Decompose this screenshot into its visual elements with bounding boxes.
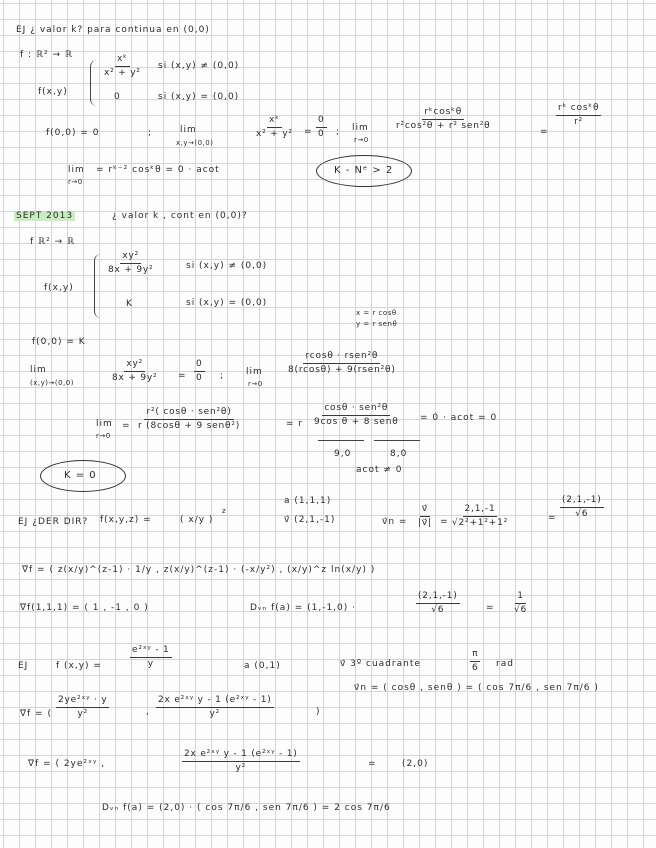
ex4-grad-fraction2 bbox=[156, 696, 274, 719]
ex4-grad-fraction1 bbox=[56, 696, 109, 719]
ex4-g3-den: y² bbox=[235, 763, 247, 773]
ex1-frac1-den: x² + y² bbox=[256, 129, 293, 139]
ex2-equals3: = bbox=[122, 421, 131, 431]
ex1-frac3-den: r² bbox=[574, 117, 584, 127]
ex2-brace bbox=[94, 254, 101, 318]
ex1-case1-den: x² + y² bbox=[104, 68, 141, 78]
ex2-lim-sub: (x,y)→(0,0) bbox=[30, 379, 74, 387]
ex3-gradient-at: ∇f(1,1,1) = ( 1 , -1 , 0 ) bbox=[20, 603, 149, 613]
ex4-f-num: e²ˣʸ - 1 bbox=[130, 646, 172, 658]
ex3-vector: v⃗ (2,1,-1) bbox=[284, 515, 336, 525]
ex4-g1-den: y² bbox=[77, 709, 88, 719]
ex3-vn-frac2-den: √2²+1²+1² bbox=[452, 518, 509, 528]
ex2-frac2-den: 8(rcosθ) + 9(rsen²θ) bbox=[288, 365, 396, 375]
ex1-fraction3 bbox=[556, 104, 601, 127]
ex3-vn-fraction2 bbox=[450, 505, 510, 528]
ex1-case1-num: xᵏ bbox=[115, 55, 130, 67]
ex3-vn-frac3-num: (2,1,-1) bbox=[560, 496, 604, 508]
ex3-dv-frac2-num: 1 bbox=[515, 592, 526, 604]
ex1-frac2-num: rᵏcosᵏθ bbox=[422, 108, 464, 120]
ex3-dv-frac1-den: √6 bbox=[431, 605, 445, 615]
ex2-fraction3 bbox=[136, 408, 242, 431]
ex1-case2-val: 0 bbox=[114, 92, 121, 102]
ex2-lim2: lim bbox=[246, 367, 263, 377]
ex3-label: EJ ¿DER DIR? bbox=[18, 517, 89, 527]
ex4-grad-fraction3 bbox=[182, 750, 300, 773]
ex2-fraction4 bbox=[312, 404, 401, 427]
ex2-case1-cond: si (x,y) ≠ (0,0) bbox=[186, 261, 268, 271]
ex2-frac1-den: 8x + 9y² bbox=[112, 373, 158, 383]
ex1-equals2: = bbox=[540, 127, 549, 137]
ex4-directional: Dᵥₙ f(a) = (2,0) · ( cos 7π/6 , sen 7π/6 ) = 2 cos 7π/6 bbox=[102, 803, 391, 813]
ex3-dv-fraction1 bbox=[416, 592, 460, 615]
ex1-lim2: lim bbox=[352, 123, 369, 133]
ex3-gradient: ∇f = ( z(x/y)^(z-1) · 1/y , z(x/y)^(z-1) · (-x/y²) , (x/y)^z ln(x/y) ) bbox=[22, 565, 376, 575]
ex2-title: ¿ valor k , cont en (0,0)? bbox=[112, 211, 248, 221]
ex2-frac4-num: cosθ · sen²θ bbox=[322, 404, 390, 416]
ex4-f-den: y bbox=[147, 659, 154, 669]
ex2-frac3-den: r (8cosθ + 9 senθ²) bbox=[138, 421, 241, 431]
ex3-vn-frac1-den: |v⃗| bbox=[418, 518, 432, 528]
ex3-function: f(x,y,z) = bbox=[100, 515, 152, 525]
ex4-grad2-value: (2,0) bbox=[402, 759, 429, 769]
ex1-title: EJ ¿ valor k? para continua en (0,0) bbox=[16, 25, 210, 35]
ex1-frac2-den: r²cos²θ + r² sen²θ bbox=[396, 121, 491, 131]
ex1-lim3: lim bbox=[68, 165, 85, 175]
ex4-gradient2-label: ∇f = ( 2ye²ˣʸ , bbox=[28, 759, 106, 769]
ex1-zero-num: 0 bbox=[316, 116, 327, 128]
ex2-lim3-sub: r→0 bbox=[96, 432, 111, 440]
ex4-close-paren: ) bbox=[316, 707, 321, 717]
ex4-g2-num: 2x e²ˣʸ y - 1 (e²ˣʸ - 1) bbox=[156, 696, 274, 708]
ex2-lim2-sub: r→0 bbox=[248, 380, 263, 388]
ex2-under3: acot ≠ 0 bbox=[356, 465, 403, 475]
ex2-underbrace-1 bbox=[318, 440, 364, 441]
ex1-fraction2 bbox=[394, 108, 492, 131]
ex4-gradient-label: ∇f = ( bbox=[20, 709, 52, 719]
ex4-g1-num: 2ye²ˣʸ · y bbox=[56, 696, 109, 708]
ex1-domain: f : ℝ² → ℝ bbox=[20, 50, 74, 60]
ex1-case1-cond: si (x,y) ≠ (0,0) bbox=[158, 61, 240, 71]
ex1-lim: lim bbox=[180, 125, 197, 135]
ex4-function-fraction bbox=[130, 646, 172, 669]
ex1-answer: K - Nᵉ > 2 bbox=[334, 165, 394, 176]
ex3-equals2: = bbox=[548, 513, 557, 523]
ex2-zero-num: 0 bbox=[194, 360, 205, 372]
ex2-frac4-den: 9cos θ + 8 senθ bbox=[314, 417, 399, 427]
ex1-lim3-sub: r→0 bbox=[68, 178, 83, 186]
ex2-polar-y: y = r senθ bbox=[356, 320, 398, 328]
ex4-unit-vector: v⃗n = ( cosθ , senθ ) = ( cos 7π/6 , sen 7π/6 ) bbox=[354, 683, 599, 693]
ex2-case1-num: xy² bbox=[120, 252, 141, 264]
ex2-tag: SEPT 2013 bbox=[16, 211, 74, 221]
ex4-g3-num: 2x e²ˣʸ y - 1 (e²ˣʸ - 1) bbox=[182, 750, 300, 762]
ex1-case1-fraction bbox=[102, 55, 143, 78]
ex2-underbrace-2 bbox=[374, 440, 420, 441]
ex3-dv-fraction2 bbox=[512, 592, 529, 615]
ex3-vn-frac3-den: √6 bbox=[575, 509, 589, 519]
ex2-equals4: = r bbox=[286, 419, 304, 429]
ex1-zero-den: 0 bbox=[318, 129, 325, 139]
ex4-function: f (x,y) = bbox=[56, 661, 102, 671]
ex2-equals1: = bbox=[178, 371, 187, 381]
ex2-case2-val: K bbox=[126, 299, 133, 309]
ex4-label: EJ bbox=[18, 661, 29, 671]
ex2-fraction1 bbox=[110, 360, 159, 383]
ex4-point: a (0,1) bbox=[244, 661, 281, 671]
ex3-directional: Dᵥₙ f(a) = (1,-1,0) · bbox=[250, 603, 356, 613]
ex2-case1-fraction bbox=[106, 252, 155, 275]
ex2-zero-den: 0 bbox=[196, 373, 203, 383]
ex2-case1-den: 8x + 9y² bbox=[108, 265, 154, 275]
ex3-equals3: = bbox=[486, 603, 495, 613]
ex2-fraction2 bbox=[286, 352, 398, 375]
ex4-vector-text: v⃗ 3º cuadrante bbox=[340, 659, 421, 669]
ex2-zero-fraction bbox=[194, 360, 205, 383]
ex4-comma: , bbox=[146, 707, 150, 717]
ex2-domain: f ℝ² → ℝ bbox=[30, 237, 76, 247]
ex1-semicolon2: ; bbox=[336, 127, 341, 137]
ex2-lim3: lim bbox=[96, 419, 113, 429]
ex3-vn: v⃗n = bbox=[382, 517, 408, 527]
ex3-function-base: ( x/y ) bbox=[180, 515, 214, 525]
ex2-semicolon: ; bbox=[220, 371, 225, 381]
ex2-under1: 9,0 bbox=[334, 449, 352, 459]
ex3-vn-fraction1 bbox=[416, 505, 434, 528]
ex2-function-name: f(x,y) bbox=[44, 283, 74, 293]
ex3-point: a (1,1,1) bbox=[284, 496, 332, 506]
ex1-brace bbox=[90, 60, 97, 106]
ex4-rad: rad bbox=[496, 659, 514, 669]
ex2-f00: f(0,0) = K bbox=[32, 337, 86, 347]
ex1-lim3-expr: = rᵏ⁻² cosᵏθ = 0 · acot bbox=[96, 165, 220, 175]
ex1-lim-sub: x,y→(0,0) bbox=[176, 139, 214, 147]
ex3-equals: = bbox=[440, 517, 449, 527]
ex2-result: = 0 · acot = 0 bbox=[420, 413, 498, 423]
ex1-zero-fraction bbox=[316, 116, 327, 139]
ex3-dv-frac1-num: (2,1,-1) bbox=[416, 592, 460, 604]
ex2-under2: 8,0 bbox=[390, 449, 408, 459]
ex1-case2-cond: si (x,y) = (0,0) bbox=[158, 92, 240, 102]
ex3-function-exp: z bbox=[222, 507, 227, 515]
ex4-angle-den: 6 bbox=[472, 663, 479, 673]
ex3-vn-frac2-num: 2,1,-1 bbox=[463, 505, 498, 517]
ex1-fraction1 bbox=[254, 116, 295, 139]
ex2-case2-cond: si (x,y) = (0,0) bbox=[186, 298, 268, 308]
ex3-vn-frac1-num: v⃗ bbox=[420, 505, 430, 517]
ex2-answer: K = 0 bbox=[64, 470, 97, 481]
ex3-vn-fraction3 bbox=[560, 496, 604, 519]
ex1-semicolon: ; bbox=[148, 128, 153, 138]
ex2-lim: lim bbox=[30, 365, 47, 375]
ex3-dv-frac2-den: √6 bbox=[514, 605, 528, 615]
ex1-equals1: = bbox=[304, 127, 313, 137]
ex1-frac3-num: rᵏ cosᵏθ bbox=[556, 104, 601, 116]
ex4-angle-num: π bbox=[470, 650, 480, 662]
ex2-frac3-num: r²( cosθ · sen²θ) bbox=[144, 408, 233, 420]
ex1-frac1-num: xᵏ bbox=[267, 116, 282, 128]
ex4-g2-den: y² bbox=[209, 709, 221, 719]
ex1-f00: f(0,0) = 0 bbox=[46, 128, 100, 138]
ex1-function-name: f(x,y) bbox=[38, 87, 68, 97]
ex2-frac2-num: rcosθ · rsen²θ bbox=[303, 352, 380, 364]
ex4-angle-fraction bbox=[470, 650, 481, 673]
ex2-frac1-num: xy² bbox=[124, 360, 145, 372]
ex1-lim2-sub: r→0 bbox=[354, 136, 369, 144]
ex2-polar-x: x = r cosθ bbox=[356, 309, 397, 317]
ex4-grad2-equals: = bbox=[368, 759, 377, 769]
